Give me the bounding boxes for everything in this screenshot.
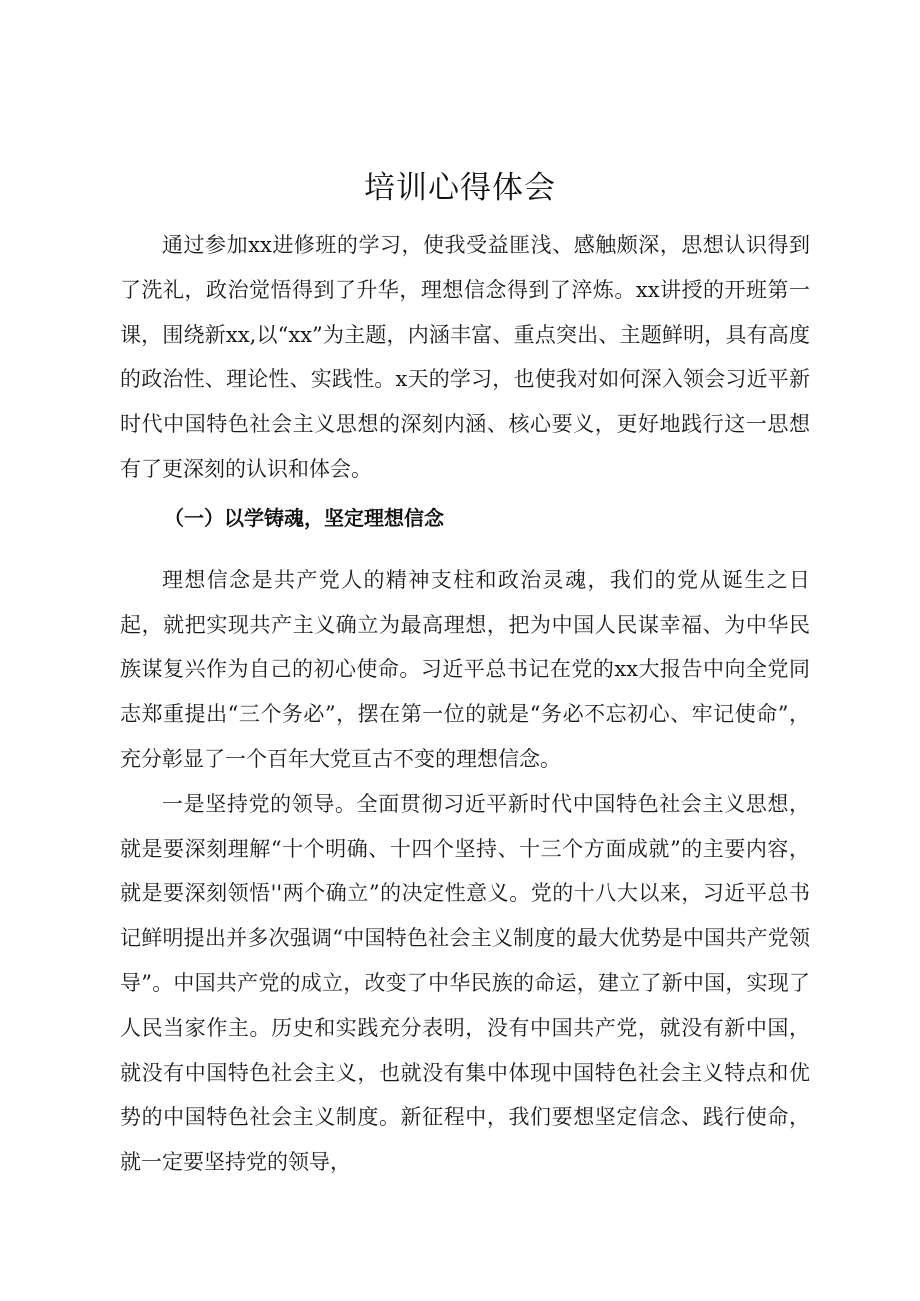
document-body	[120, 223, 810, 1185]
paragraph-ideals: 理想信念是共产党人的精神支柱和政治灵魂，我们的党从诞生之日起，就把实现共产主义确立为最高理想，把为中国人民谋幸福、为中华民族谋复兴作为自己的初心使命。习近平总书记在党的xx大报告中向全党同志郑重提出“三个务必”，摆在第一位的就是“务必不忘初心、牢记使命”，充分彰显了一个百年大党亘古不变的理想信念。	[120, 567, 810, 771]
section-heading: （一）以学铸魂，坚定理想信念	[164, 505, 444, 530]
intro-paragraph: 通过参加xx进修班的学习，使我受益匪浅、感触颇深，思想认识得到了洗礼，政治觉悟得到了升华，理想信念得到了淬炼。xx讲授的开班第一课，围绕新xx,以“xx”为主题，内涵丰富、重点突出、主题鲜明，具有高度的政治性、理论性、实践性。x天的学习，也使我对如何深入领会习近平新时代中国特色社会主义思想的深刻内涵、核心要义，更好地践行这一思想有了更深刻的认识和体会。	[120, 233, 810, 481]
paragraph-party-leadership: 一是坚持党的领导。全面贯彻习近平新时代中国特色社会主义思想，就是要深刻理解“十个明确、十四个坚持、十三个方面成就”的主要内容，就是要深刻领悟''两个确立”的决定性意义。党的十八大以来，习近平总书记鲜明提出并多次强调“中国特色社会主义制度的最大优势是中国共产党领导”。中国共产党的成立，改变了中华民族的命运，建立了新中国，实现了人民当家作主。历史和实践充分表明，没有中国共产党，就没有新中国，就没有中国特色社会主义，也就没有集中体现中国特色社会主义特点和优势的中国特色社会主义制度。新征程中，我们要想坚定信念、践行使命，就一定要坚持党的领导，	[120, 791, 810, 1175]
document-title: 培训心得体会	[364, 170, 556, 206]
